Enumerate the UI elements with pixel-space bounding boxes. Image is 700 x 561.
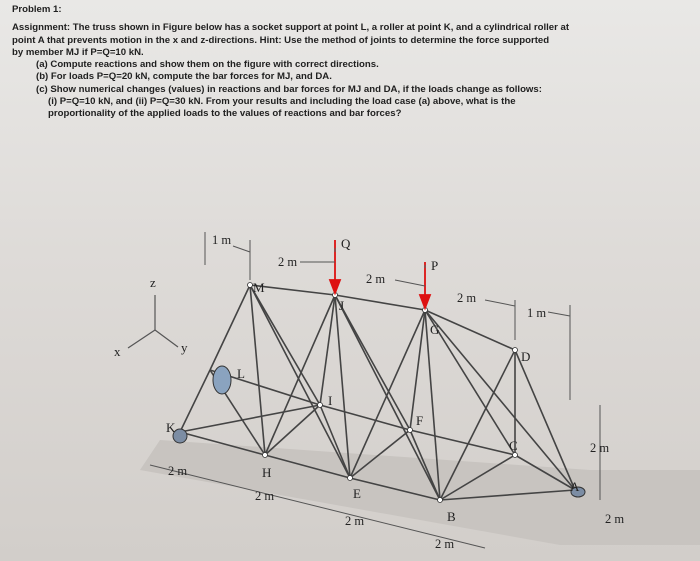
node-A: A [570, 479, 580, 494]
problem-title: Problem 1: [12, 4, 62, 15]
dim-bot-2m-d: 2 m [435, 537, 455, 551]
assignment-line-1: Assignment: The truss shown in Figure below has a socket support at point L, a roller at point K, and a cylindrical roller at [12, 22, 570, 34]
dim-top-1m-left: 1 m [212, 233, 232, 247]
coordinate-axes [128, 295, 178, 348]
node-J: J [339, 298, 345, 313]
dim-top-2m-c: 2 m [457, 291, 477, 305]
part-c-line-1: (c) Show numerical changes (values) in reactions and bar forces for MJ and DA, if the loads change as follows: [36, 83, 542, 95]
ground-shading [140, 440, 700, 545]
socket-support-L [213, 366, 231, 394]
node-F: F [416, 413, 424, 428]
label-P: P [431, 258, 439, 273]
assignment-line-3: by member MJ if P=Q=10 kN. [12, 46, 144, 58]
node-L: L [237, 366, 245, 381]
dim-bot-2m-c: 2 m [345, 514, 365, 528]
node-C: C [509, 438, 518, 453]
dim-bot-2m-b: 2 m [255, 489, 275, 503]
node-I: I [328, 393, 333, 408]
axis-z-label: z [150, 275, 156, 290]
node-G: G [430, 322, 440, 337]
dim-right-2m-b: 2 m [605, 512, 625, 526]
node-D: D [521, 349, 531, 364]
label-Q: Q [341, 236, 351, 251]
part-c-line-2: (i) P=Q=10 kN, and (ii) P=Q=30 kN. From your results and including the load case (a) above, what is the [48, 96, 516, 108]
node-H: H [262, 465, 272, 480]
node-B: B [447, 509, 456, 524]
node-K: K [166, 420, 176, 435]
dim-top-2m-b: 2 m [366, 272, 386, 286]
node-M: M [253, 280, 265, 295]
axis-y-label: y [181, 340, 188, 355]
node-E: E [353, 486, 361, 501]
dim-right-2m-a: 2 m [590, 441, 610, 455]
part-a: (a) Compute reactions and show them on the figure with correct directions. [36, 59, 379, 71]
load-P-arrowhead-icon [420, 295, 430, 308]
load-Q-arrowhead-icon [330, 280, 340, 293]
part-b: (b) For loads P=Q=20 kN, compute the bar forces for MJ, and DA. [36, 71, 332, 83]
dim-top-1m-right: 1 m [527, 306, 547, 320]
dim-bot-2m-a: 2 m [168, 464, 188, 478]
assignment-line-2: point A that prevents motion in the x and z-directions. Hint: Use the method of joints to determine the force supported [12, 34, 550, 46]
dim-top-2m-a: 2 m [278, 255, 298, 269]
axis-x-label: x [114, 344, 121, 359]
part-c-line-3: proportionality of the applied loads to the values of reactions and bar forces? [48, 108, 402, 120]
